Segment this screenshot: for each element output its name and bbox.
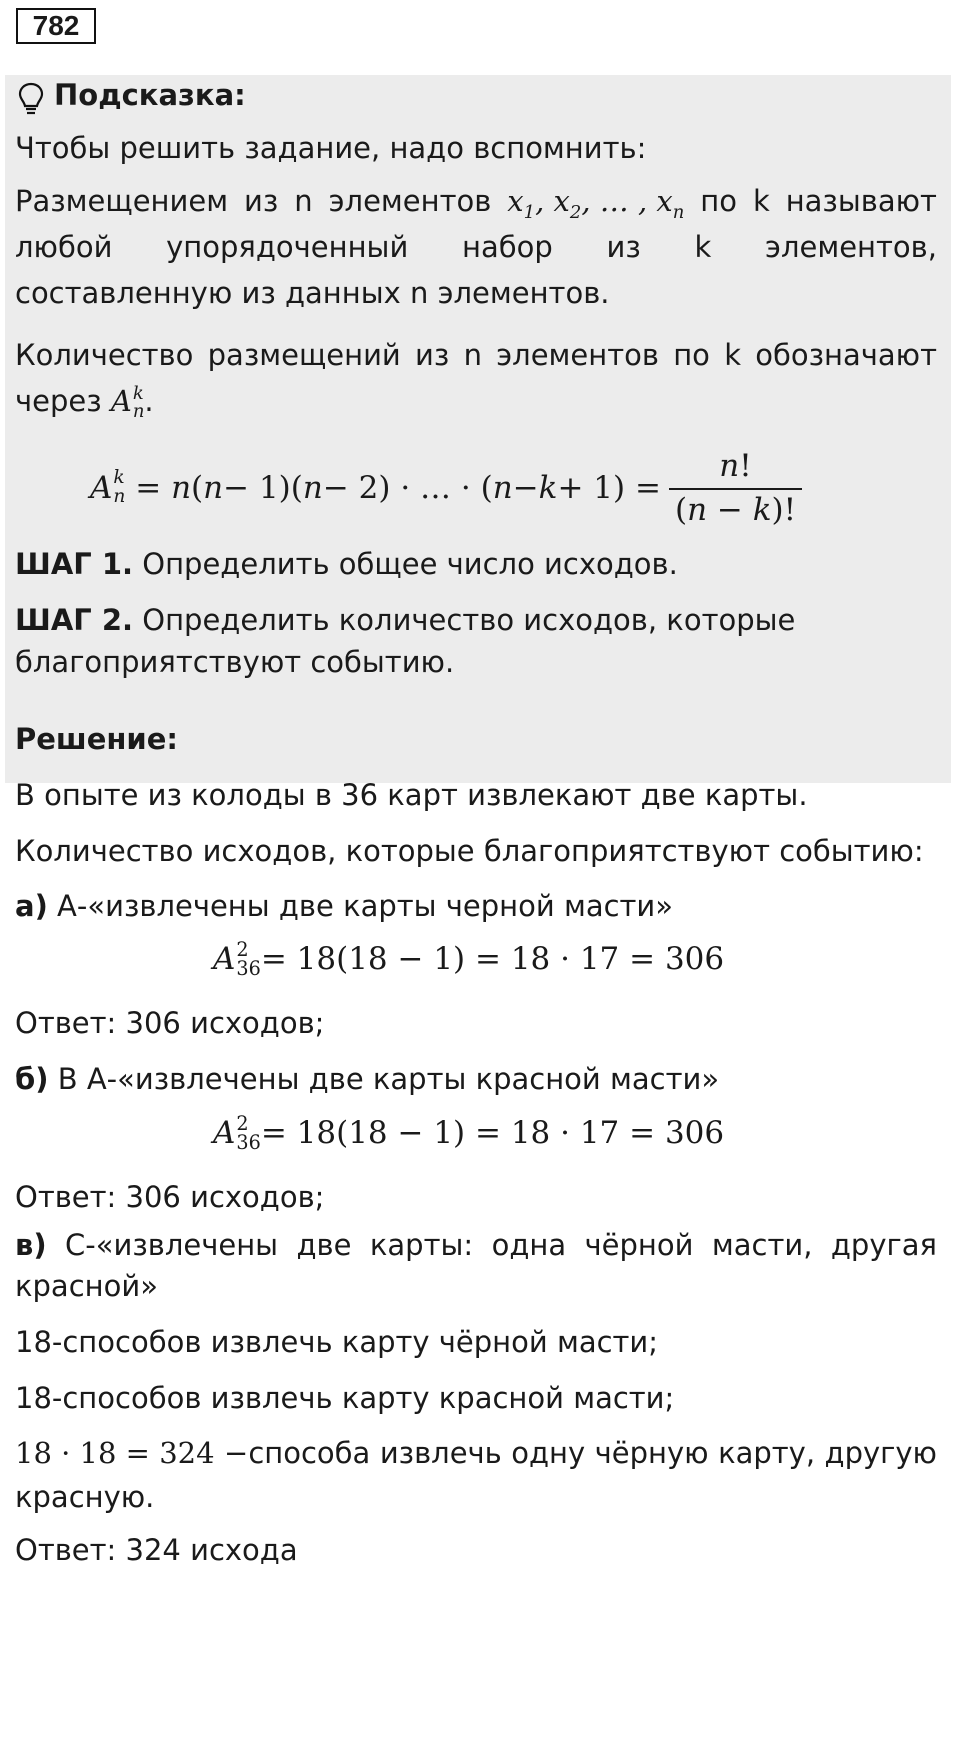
step-2-label: ШАГ 2. <box>15 603 134 637</box>
part-c-answer: Ответ: 324 исхода <box>15 1533 298 1567</box>
solution-p1: В опыте из колоды в 36 карт извлекают две карты. <box>15 778 808 812</box>
count-line-2: через A k n . <box>15 383 154 422</box>
part-a-formula-text: = 18(18 − 1) = 18 · 17 = 306 <box>260 941 725 978</box>
word: по <box>673 338 710 372</box>
part-c-calc-line <box>15 1436 937 1470</box>
part-a-text: А-«извлечены две карты черной масти» <box>57 889 674 923</box>
word: из <box>606 230 641 264</box>
part-c-p2: 18-способов извлечь карту красной масти; <box>15 1381 675 1415</box>
word: одну <box>511 1436 586 1470</box>
part-b-label: б) <box>15 1062 49 1096</box>
step-2-cont: благоприятствуют событию. <box>15 645 455 679</box>
word: элементов <box>496 338 659 372</box>
solution-p2: Количество исходов, которые благоприятствуют событию: <box>15 834 924 868</box>
step-1 <box>15 547 678 581</box>
definition-line-1 <box>15 184 937 223</box>
word: чёрную <box>594 1436 709 1470</box>
part-a <box>15 889 673 923</box>
task-number: 782 <box>16 8 96 44</box>
part-c-calc: 18 · 18 = 324 <box>15 1436 215 1470</box>
word: масти, <box>711 1228 813 1262</box>
word: карты: <box>369 1228 474 1262</box>
word: из <box>415 338 450 372</box>
word: чёрной <box>584 1228 694 1262</box>
word: набор <box>462 230 553 264</box>
part-b <box>15 1062 719 1096</box>
word: −способа <box>224 1436 371 1470</box>
word: другую <box>824 1436 937 1470</box>
part-b-answer: Ответ: 306 исходов; <box>15 1180 325 1214</box>
word: k <box>694 230 712 264</box>
word: С-«извлечены <box>65 1228 279 1262</box>
definition-line-2 <box>15 230 937 264</box>
word: по <box>700 184 737 218</box>
part-c-line-2: красной» <box>15 1269 158 1303</box>
hint-title <box>54 78 246 112</box>
part-a-formula: A 2 36 = 18(18 − 1) = 18 · 17 = 306 <box>213 938 725 981</box>
step-2-text: Определить количество исходов, которые <box>142 603 796 637</box>
word: через <box>15 384 102 418</box>
part-b-text: В А-«извлечены две карты красной масти» <box>57 1062 720 1096</box>
word: элементов <box>328 184 492 218</box>
arrangement-formula: A k n = n ( n − 1)( n − 2) · … · ( n − k + 1) = $\frac{n!}{(n - k)!}$ <box>90 448 802 528</box>
word: обозначают <box>755 338 937 372</box>
word: карту, <box>718 1436 816 1470</box>
word: извлечь <box>379 1436 502 1470</box>
step-1-text: Определить общее число исходов. <box>142 547 678 581</box>
word: k <box>724 338 741 372</box>
solution-title <box>15 722 178 756</box>
word: другая <box>830 1228 937 1262</box>
part-b-formula: A 2 36 = 18(18 − 1) = 18 · 17 = 306 <box>213 1112 725 1155</box>
part-c-label: в) <box>15 1228 47 1262</box>
word: из <box>244 184 279 218</box>
hint-title-text: Подсказка: <box>54 78 246 112</box>
step-1-label: ШАГ 1. <box>15 547 134 581</box>
solution-title-text: Решение: <box>15 722 179 756</box>
hint-intro: Чтобы решить задание, надо вспомнить: <box>15 131 647 165</box>
count-line-1 <box>15 338 937 372</box>
word: называют <box>785 184 937 218</box>
word: n <box>463 338 482 372</box>
word: упорядоченный <box>166 230 409 264</box>
part-b-formula-text: = 18(18 − 1) = 18 · 17 = 306 <box>260 1115 725 1152</box>
variables-x1-xn: $x_1$, $x_2$, … , $x_n$ <box>507 184 685 223</box>
word: k <box>752 184 770 218</box>
word: Количество <box>15 338 194 372</box>
word: две <box>296 1228 352 1262</box>
word: элементов, <box>765 230 937 264</box>
word: n <box>294 184 313 218</box>
word: любой <box>15 230 113 264</box>
word: размещений <box>207 338 401 372</box>
part-c-calc-line-2: красную. <box>15 1480 155 1514</box>
word: одна <box>491 1228 567 1262</box>
part-a-answer: Ответ: 306 исходов; <box>15 1006 325 1040</box>
part-a-label: а) <box>15 889 48 923</box>
lightbulb-icon <box>18 82 44 116</box>
part-c-line-1 <box>15 1228 937 1262</box>
definition-line-3: составленную из данных n элементов. <box>15 276 610 310</box>
step-2 <box>15 603 795 637</box>
word: Размещением <box>15 184 229 218</box>
part-c-p1: 18-способов извлечь карту чёрной масти; <box>15 1325 659 1359</box>
notation-a-n-k: A k n <box>110 383 145 422</box>
